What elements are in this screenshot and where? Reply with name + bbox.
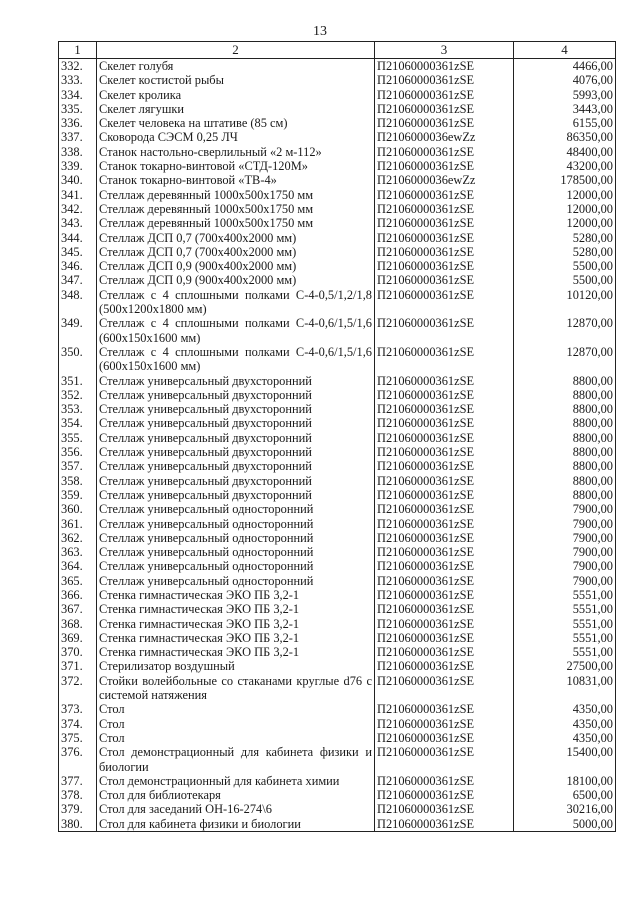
item-name: Стеллаж деревянный 1000х500х1750 мм	[97, 216, 375, 230]
item-price: 7900,00	[514, 502, 616, 516]
row-number: 334.	[59, 88, 97, 102]
table-row	[59, 702, 616, 716]
item-code: П21060000361zSE	[375, 216, 514, 230]
item-name: Стеллаж универсальный двухсторонний	[97, 445, 375, 459]
item-code: П21060000361zSE	[375, 159, 514, 173]
table-row	[59, 216, 616, 230]
row-number: 344.	[59, 231, 97, 245]
item-price: 12000,00	[514, 202, 616, 216]
item-price: 4466,00	[514, 59, 616, 74]
item-code: П21060000361zSE	[375, 531, 514, 545]
row-number: 379.	[59, 802, 97, 816]
item-price: 27500,00	[514, 659, 616, 673]
table-row	[59, 388, 616, 402]
item-price: 5551,00	[514, 602, 616, 616]
item-name: Стеллаж ДСП 0,9 (900х400х2000 мм)	[97, 259, 375, 273]
item-code: П21060000361zSE	[375, 245, 514, 259]
item-name: Стенка гимнастическая ЭКО ПБ 3,2-1	[97, 588, 375, 602]
row-number: 348.	[59, 288, 97, 317]
item-name: Стойки волейбольные со стаканами круглые d76 с системой натяжения	[97, 674, 375, 703]
item-code: П21060000361zSE	[375, 631, 514, 645]
table-row	[59, 545, 616, 559]
item-name: Стеллаж универсальный односторонний	[97, 531, 375, 545]
item-name: Скелет кролика	[97, 88, 375, 102]
item-price: 5993,00	[514, 88, 616, 102]
table-row	[59, 631, 616, 645]
item-price: 8800,00	[514, 416, 616, 430]
item-code: П21060000361zSE	[375, 273, 514, 287]
item-code: П21060000361zSE	[375, 374, 514, 388]
table-header	[59, 42, 616, 59]
item-name: Стенка гимнастическая ЭКО ПБ 3,2-1	[97, 645, 375, 659]
column-header-code: 3	[375, 42, 514, 59]
table-row	[59, 574, 616, 588]
item-code: П21060000361zSE	[375, 474, 514, 488]
table-body	[59, 59, 616, 832]
item-price: 12000,00	[514, 216, 616, 230]
row-number: 338.	[59, 145, 97, 159]
row-number: 366.	[59, 588, 97, 602]
inventory-table	[58, 41, 616, 832]
item-price: 8800,00	[514, 459, 616, 473]
page-number: 13	[313, 24, 327, 39]
item-price: 18100,00	[514, 774, 616, 788]
item-price: 3443,00	[514, 102, 616, 116]
row-number: 346.	[59, 259, 97, 273]
table-row	[59, 459, 616, 473]
row-number: 333.	[59, 73, 97, 87]
table-row	[59, 517, 616, 531]
table-row	[59, 588, 616, 602]
table-row	[59, 445, 616, 459]
table-row	[59, 202, 616, 216]
row-number: 342.	[59, 202, 97, 216]
item-code: П21060000361zSE	[375, 502, 514, 516]
table-row	[59, 231, 616, 245]
table-row	[59, 717, 616, 731]
table-row	[59, 788, 616, 802]
table-row	[59, 674, 616, 703]
item-name: Стол	[97, 731, 375, 745]
table-row	[59, 488, 616, 502]
table-row	[59, 245, 616, 259]
item-name: Стеллаж с 4 сплошными полками С-4-0,5/1,2/1,8 (500х1200х1800 мм)	[97, 288, 375, 317]
item-name: Станок токарно-винтовой «ТВ-4»	[97, 173, 375, 187]
table-row	[59, 817, 616, 832]
row-number: 353.	[59, 402, 97, 416]
row-number: 355.	[59, 431, 97, 445]
table-row	[59, 745, 616, 774]
item-price: 5280,00	[514, 245, 616, 259]
row-number: 354.	[59, 416, 97, 430]
item-price: 86350,00	[514, 130, 616, 144]
item-price: 5551,00	[514, 617, 616, 631]
item-code: П21060000361zSE	[375, 459, 514, 473]
item-price: 10120,00	[514, 288, 616, 317]
item-code: П21060000361zSE	[375, 416, 514, 430]
row-number: 332.	[59, 59, 97, 74]
item-name: Станок токарно-винтовой «СТД-120М»	[97, 159, 375, 173]
item-name: Стеллаж универсальный двухсторонний	[97, 388, 375, 402]
item-price: 7900,00	[514, 517, 616, 531]
item-code: П21060000361zSE	[375, 702, 514, 716]
table-row	[59, 145, 616, 159]
table-row	[59, 402, 616, 416]
item-price: 8800,00	[514, 388, 616, 402]
item-code: П21060000361zSE	[375, 345, 514, 374]
table-row	[59, 288, 616, 317]
item-code: П21060000361zSE	[375, 73, 514, 87]
item-code: П2106000036ewZz	[375, 173, 514, 187]
row-number: 371.	[59, 659, 97, 673]
row-number: 365.	[59, 574, 97, 588]
item-price: 178500,00	[514, 173, 616, 187]
item-code: П21060000361zSE	[375, 774, 514, 788]
table-row	[59, 431, 616, 445]
item-code: П21060000361zSE	[375, 674, 514, 703]
row-number: 359.	[59, 488, 97, 502]
item-code: П21060000361zSE	[375, 574, 514, 588]
item-name: Стенка гимнастическая ЭКО ПБ 3,2-1	[97, 631, 375, 645]
item-price: 7900,00	[514, 531, 616, 545]
item-price: 8800,00	[514, 488, 616, 502]
row-number: 377.	[59, 774, 97, 788]
row-number: 369.	[59, 631, 97, 645]
item-code: П21060000361zSE	[375, 517, 514, 531]
row-number: 341.	[59, 188, 97, 202]
item-name: Стол	[97, 717, 375, 731]
item-code: П21060000361zSE	[375, 145, 514, 159]
table-row	[59, 531, 616, 545]
item-code: П21060000361zSE	[375, 316, 514, 345]
item-name: Стенка гимнастическая ЭКО ПБ 3,2-1	[97, 617, 375, 631]
item-name: Стеллаж универсальный односторонний	[97, 545, 375, 559]
item-code: П21060000361zSE	[375, 288, 514, 317]
column-header-number: 1	[59, 42, 97, 59]
table-row	[59, 88, 616, 102]
item-name: Стеллаж универсальный односторонний	[97, 517, 375, 531]
item-name: Скелет человека на штативе (85 см)	[97, 116, 375, 130]
table-row	[59, 474, 616, 488]
row-number: 367.	[59, 602, 97, 616]
row-number: 349.	[59, 316, 97, 345]
item-price: 8800,00	[514, 402, 616, 416]
item-code: П21060000361zSE	[375, 545, 514, 559]
item-price: 5551,00	[514, 645, 616, 659]
table-row	[59, 416, 616, 430]
row-number: 356.	[59, 445, 97, 459]
item-code: П21060000361zSE	[375, 488, 514, 502]
table-row	[59, 73, 616, 87]
item-price: 5551,00	[514, 588, 616, 602]
item-price: 7900,00	[514, 559, 616, 573]
item-name: Стеллаж ДСП 0,9 (900х400х2000 мм)	[97, 273, 375, 287]
row-number: 364.	[59, 559, 97, 573]
item-price: 6500,00	[514, 788, 616, 802]
table-row	[59, 602, 616, 616]
table-row	[59, 188, 616, 202]
item-name: Стеллаж с 4 сплошными полками С-4-0,6/1,5/1,6 (600х150х1600 мм)	[97, 316, 375, 345]
item-name: Стеллаж универсальный двухсторонний	[97, 488, 375, 502]
item-name: Стеллаж универсальный двухсторонний	[97, 474, 375, 488]
item-code: П21060000361zSE	[375, 445, 514, 459]
item-name: Стеллаж универсальный двухсторонний	[97, 416, 375, 430]
item-code: П21060000361zSE	[375, 745, 514, 774]
item-name: Стеллаж универсальный двухсторонний	[97, 402, 375, 416]
table-row	[59, 645, 616, 659]
item-code: П21060000361zSE	[375, 802, 514, 816]
item-code: П2106000036ewZz	[375, 130, 514, 144]
item-price: 8800,00	[514, 445, 616, 459]
item-price: 7900,00	[514, 545, 616, 559]
row-number: 351.	[59, 374, 97, 388]
item-price: 8800,00	[514, 474, 616, 488]
row-number: 345.	[59, 245, 97, 259]
item-price: 5500,00	[514, 259, 616, 273]
row-number: 337.	[59, 130, 97, 144]
item-price: 5500,00	[514, 273, 616, 287]
row-number: 343.	[59, 216, 97, 230]
table-row	[59, 774, 616, 788]
table-row	[59, 374, 616, 388]
item-name: Стеллаж ДСП 0,7 (700х400х2000 мм)	[97, 231, 375, 245]
item-code: П21060000361zSE	[375, 559, 514, 573]
item-code: П21060000361zSE	[375, 231, 514, 245]
item-price: 10831,00	[514, 674, 616, 703]
row-number: 363.	[59, 545, 97, 559]
item-code: П21060000361zSE	[375, 731, 514, 745]
item-code: П21060000361zSE	[375, 588, 514, 602]
table-row	[59, 617, 616, 631]
item-name: Стенка гимнастическая ЭКО ПБ 3,2-1	[97, 602, 375, 616]
row-number: 360.	[59, 502, 97, 516]
item-code: П21060000361zSE	[375, 602, 514, 616]
row-number: 357.	[59, 459, 97, 473]
item-name: Стеллаж с 4 сплошными полками С-4-0,6/1,5/1,6 (600х150х1600 мм)	[97, 345, 375, 374]
row-number: 352.	[59, 388, 97, 402]
item-code: П21060000361zSE	[375, 788, 514, 802]
item-code: П21060000361zSE	[375, 645, 514, 659]
item-name: Стерилизатор воздушный	[97, 659, 375, 673]
item-price: 5551,00	[514, 631, 616, 645]
table-row	[59, 259, 616, 273]
table-row	[59, 59, 616, 74]
item-name: Стеллаж универсальный односторонний	[97, 559, 375, 573]
item-price: 5280,00	[514, 231, 616, 245]
item-name: Стол для кабинета физики и биологии	[97, 817, 375, 832]
item-code: П21060000361zSE	[375, 202, 514, 216]
column-header-name: 2	[97, 42, 375, 59]
item-name: Стол демонстрационный для кабинета физики и биологии	[97, 745, 375, 774]
item-code: П21060000361zSE	[375, 817, 514, 832]
item-price: 8800,00	[514, 374, 616, 388]
item-price: 12870,00	[514, 316, 616, 345]
item-code: П21060000361zSE	[375, 659, 514, 673]
item-code: П21060000361zSE	[375, 116, 514, 130]
item-price: 4076,00	[514, 73, 616, 87]
item-code: П21060000361zSE	[375, 259, 514, 273]
table-row	[59, 273, 616, 287]
item-name: Стол для заседаний ОН-16-274\6	[97, 802, 375, 816]
row-number: 372.	[59, 674, 97, 703]
row-number: 375.	[59, 731, 97, 745]
item-code: П21060000361zSE	[375, 617, 514, 631]
item-code: П21060000361zSE	[375, 88, 514, 102]
item-price: 48400,00	[514, 145, 616, 159]
header-row	[59, 42, 616, 59]
item-code: П21060000361zSE	[375, 102, 514, 116]
item-name: Стеллаж универсальный двухсторонний	[97, 431, 375, 445]
row-number: 374.	[59, 717, 97, 731]
row-number: 358.	[59, 474, 97, 488]
row-number: 350.	[59, 345, 97, 374]
table-row	[59, 173, 616, 187]
item-code: П21060000361zSE	[375, 388, 514, 402]
row-number: 376.	[59, 745, 97, 774]
item-price: 5000,00	[514, 817, 616, 832]
item-name: Стол	[97, 702, 375, 716]
item-price: 43200,00	[514, 159, 616, 173]
table-row	[59, 102, 616, 116]
item-price: 15400,00	[514, 745, 616, 774]
item-name: Станок настольно-сверлильный «2 м-112»	[97, 145, 375, 159]
item-name: Скелет лягушки	[97, 102, 375, 116]
item-name: Стеллаж универсальный двухсторонний	[97, 374, 375, 388]
item-price: 12000,00	[514, 188, 616, 202]
table-row	[59, 802, 616, 816]
item-code: П21060000361zSE	[375, 188, 514, 202]
item-name: Стеллаж универсальный двухсторонний	[97, 459, 375, 473]
row-number: 378.	[59, 788, 97, 802]
table-row	[59, 559, 616, 573]
item-code: П21060000361zSE	[375, 402, 514, 416]
item-price: 12870,00	[514, 345, 616, 374]
row-number: 347.	[59, 273, 97, 287]
item-name: Стеллаж деревянный 1000х500х1750 мм	[97, 202, 375, 216]
item-name: Стол для библиотекаря	[97, 788, 375, 802]
row-number: 336.	[59, 116, 97, 130]
item-price: 6155,00	[514, 116, 616, 130]
item-price: 4350,00	[514, 702, 616, 716]
table-row	[59, 130, 616, 144]
item-price: 4350,00	[514, 717, 616, 731]
item-name: Скелет голубя	[97, 59, 375, 74]
row-number: 361.	[59, 517, 97, 531]
table-row	[59, 659, 616, 673]
item-price: 30216,00	[514, 802, 616, 816]
row-number: 370.	[59, 645, 97, 659]
row-number: 368.	[59, 617, 97, 631]
item-code: П21060000361zSE	[375, 59, 514, 74]
item-price: 7900,00	[514, 574, 616, 588]
item-name: Стеллаж деревянный 1000х500х1750 мм	[97, 188, 375, 202]
item-price: 4350,00	[514, 731, 616, 745]
row-number: 339.	[59, 159, 97, 173]
table-row	[59, 316, 616, 345]
item-name: Стол демонстрационный для кабинета химии	[97, 774, 375, 788]
row-number: 362.	[59, 531, 97, 545]
table-row	[59, 345, 616, 374]
table-row	[59, 502, 616, 516]
row-number: 373.	[59, 702, 97, 716]
item-name: Стеллаж универсальный односторонний	[97, 502, 375, 516]
item-name: Сковорода СЭСМ 0,25 ЛЧ	[97, 130, 375, 144]
item-price: 8800,00	[514, 431, 616, 445]
table-row	[59, 116, 616, 130]
item-name: Стеллаж универсальный односторонний	[97, 574, 375, 588]
table-row	[59, 731, 616, 745]
item-code: П21060000361zSE	[375, 431, 514, 445]
row-number: 380.	[59, 817, 97, 832]
item-name: Стеллаж ДСП 0,7 (700х400х2000 мм)	[97, 245, 375, 259]
table-row	[59, 159, 616, 173]
column-header-price: 4	[514, 42, 616, 59]
row-number: 340.	[59, 173, 97, 187]
row-number: 335.	[59, 102, 97, 116]
item-code: П21060000361zSE	[375, 717, 514, 731]
item-name: Скелет костистой рыбы	[97, 73, 375, 87]
